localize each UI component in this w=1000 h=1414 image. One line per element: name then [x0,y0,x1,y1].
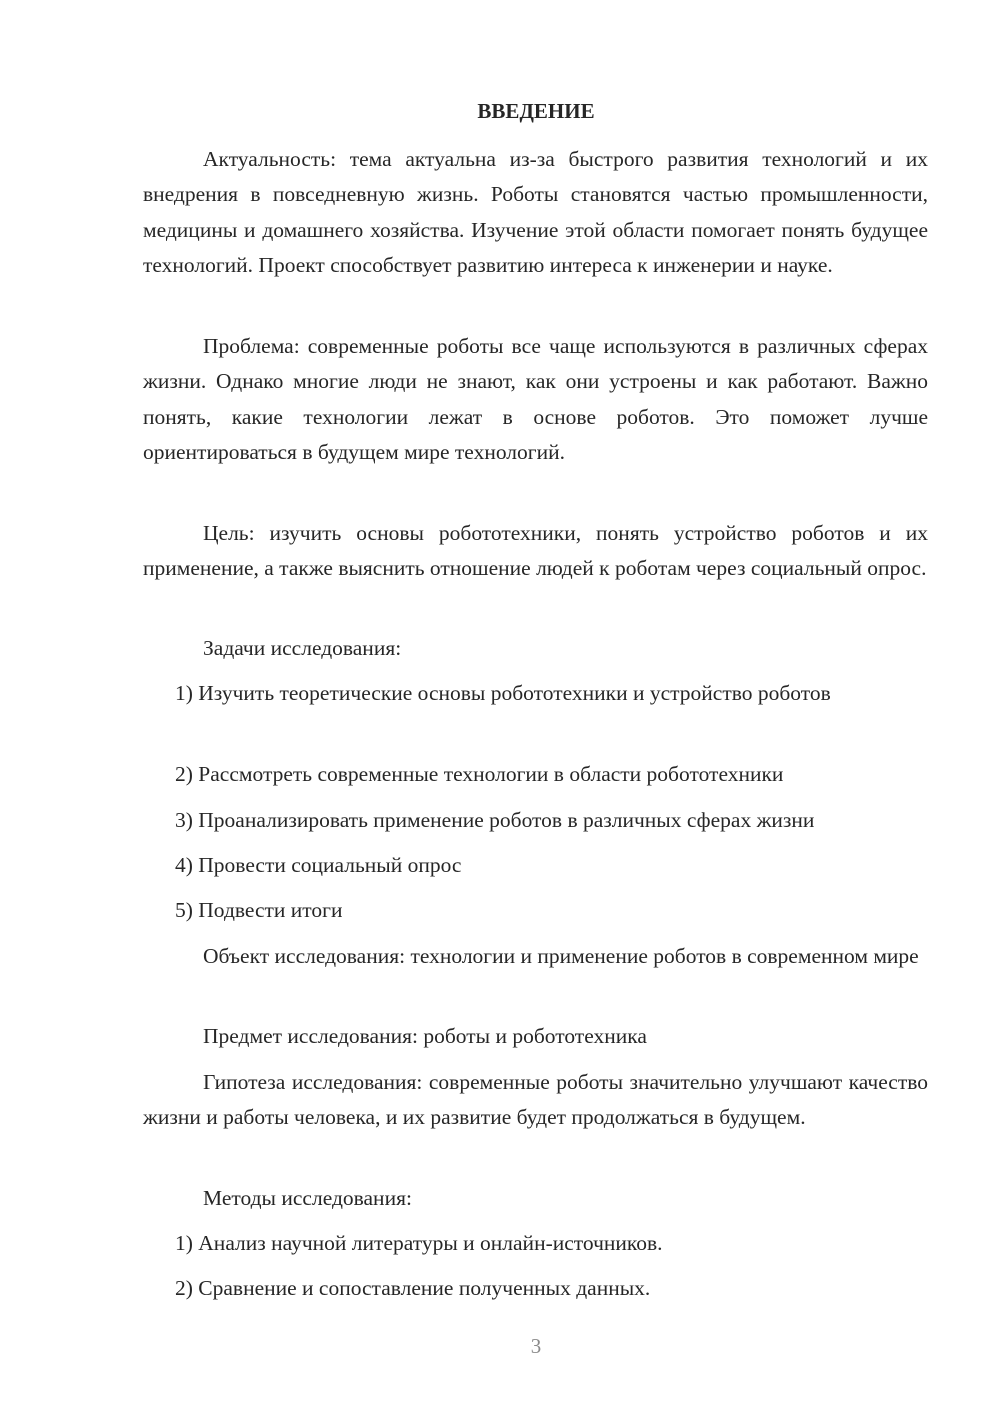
tasks-heading-text: Задачи исследования: [203,636,402,660]
methods-heading [143,1181,928,1216]
relevance-paragraph [143,142,928,284]
subject-paragraph [143,1019,928,1054]
methods-heading-text: Методы исследования: [203,1186,412,1210]
problem-text: Проблема: современные роботы все чаще используются в различных сферах жизни. Однако многие люди не знают, как они устроены и как работают. Важно понять, какие технологии лежат в основе роботов. Это поможет лучше ориентироваться в будущем мире технологий. [143,334,928,465]
goal-paragraph [143,516,928,587]
task-item [143,757,928,792]
hypothesis-paragraph [143,1065,928,1136]
object-text: Объект исследования: технологии и применение роботов в современном мире [203,944,919,968]
page-title: ВВЕДЕНИЕ [477,99,595,123]
tasks-heading [143,631,928,666]
task-item [143,848,928,883]
method-item-2: 2) Сравнение и сопоставление полученных данных. [175,1276,651,1300]
task-item [143,893,928,928]
task-item-2: 2) Рассмотреть современные технологии в области робототехники [175,762,784,786]
task-item [143,676,928,711]
task-item-1: 1) Изучить теоретические основы робототехники и устройство роботов [175,681,831,705]
goal-text: Цель: изучить основы робототехники, понять устройство роботов и их применение, а также выяснить отношение людей к роботам через социальный опрос. [143,521,928,581]
object-paragraph [143,939,928,974]
method-item-1: 1) Анализ научной литературы и онлайн-источников. [175,1231,663,1255]
task-item [143,803,928,838]
method-item [143,1226,928,1261]
method-item [143,1271,928,1306]
hypothesis-text: Гипотеза исследования: современные роботы значительно улучшают качество жизни и работы человека, и их развитие будет продолжаться в будущем. [143,1070,928,1130]
relevance-text: Актуальность: тема актуальна из-за быстрого развития технологий и их внедрения в повседневную жизнь. Роботы становятся частью промышленности, медицины и домашнего хозяйства. Изучение этой области помогает понять будущее технологий. Проект способствует развитию интереса к инженерии и науке. [143,147,928,278]
task-item-5: 5) Подвести итоги [175,898,343,922]
task-item-4: 4) Провести социальный опрос [175,853,462,877]
subject-text: Предмет исследования: роботы и робототехника [203,1024,647,1048]
task-item-3: 3) Проанализировать применение роботов в различных сферах жизни [175,808,815,832]
problem-paragraph [143,329,928,471]
page-number: 3 [530,1334,542,1358]
